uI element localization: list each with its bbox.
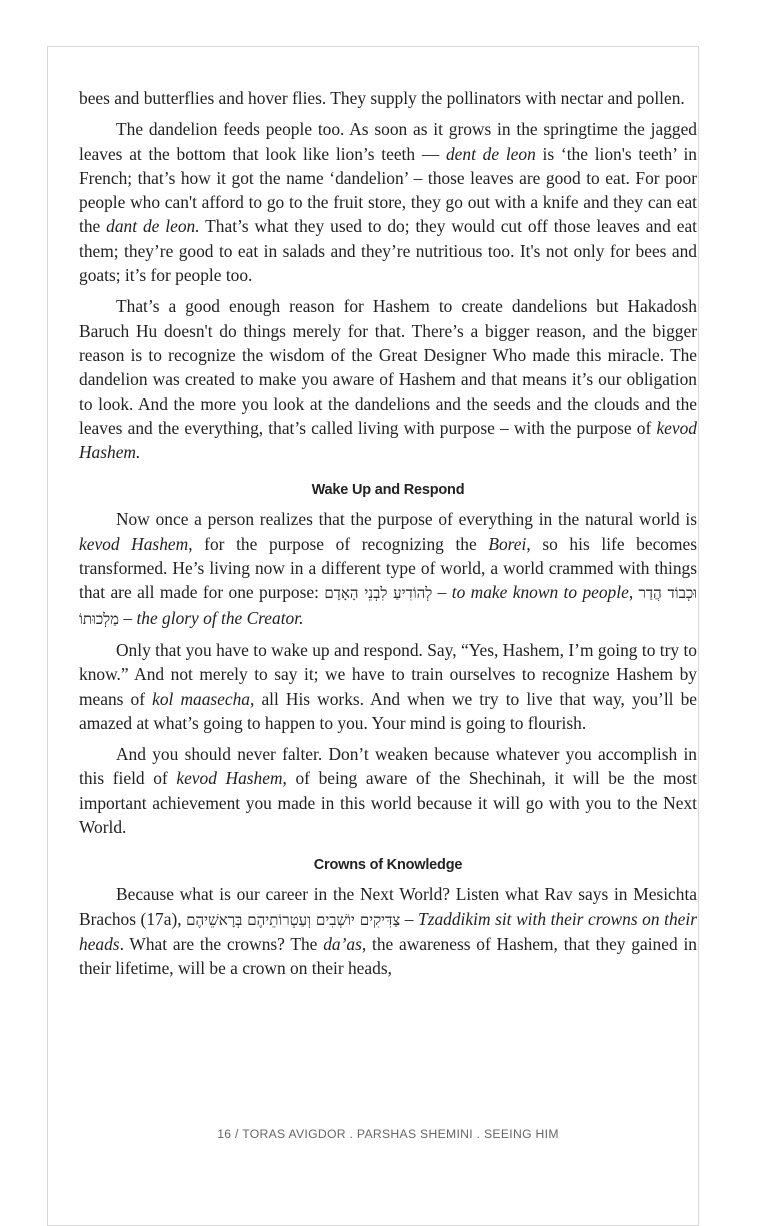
italic-term: da’as (323, 933, 362, 954)
hebrew-quote: לְהוֹדִיעַ לִבְנֵי הָאָדָם (324, 584, 433, 603)
paragraph-text: And you should never falter. Don’t weaken because whatever you accomplish in this field of (79, 744, 697, 789)
paragraph-text: , (628, 582, 639, 603)
paragraph-1 (79, 86, 697, 110)
paragraph-text: , the awareness of Hashem, that they gained in their lifetime, will be a crown on their heads, (79, 933, 697, 979)
paragraph-text: That’s what they used to do; they would cut off those leaves and eat them; they’re good to eat in salads and they’re nutritious too. It's not only for bees and goats; it’s for people too. (79, 216, 697, 286)
paragraph-text: , all His works. And when we try to live that way, you’ll be amazed at what’s going to happen to you. Your mind is going to flourish. (79, 688, 697, 733)
paragraph-text: That’s a good enough reason for Hashem to create dandelions but Hakadosh Baruch Hu doesn't do things merely for that. There’s a bigger reason, and the bigger reason is to recognize the wisdom of the Great Designer Who made this miracle. The dandelion was created to make you aware of Hashem and that means it’s our obligation to look. And the more you look at the dandelions and the seeds and the clouds and the leaves and the everything, that’s called living with purpose – with the purpose of (79, 296, 697, 438)
italic-term: kol maasecha (152, 688, 250, 709)
paragraph-2 (79, 117, 697, 287)
paragraph-text: – (119, 607, 137, 628)
italic-term: to make known to people (451, 582, 629, 603)
section-heading-wake-up: Wake Up and Respond (311, 482, 465, 499)
hebrew-quote: וּכְבוֹד הֲדַר מַלְכוּתוֹ (79, 584, 698, 628)
paragraph-text: Only that you have to wake up and respond. Say, “Yes, Hashem, I’m going to try to know.” And not merely to say it; we have to train ourselves to recognize Hashem by means of (79, 639, 697, 709)
italic-term: dent de leon (445, 143, 536, 164)
paragraph-text: , of being aware of the Shechinah, it will be the most important achievement you made in this world because it will go with you to the Next World. (79, 768, 698, 838)
paragraph-4 (79, 507, 697, 630)
paragraph-7 (79, 882, 697, 980)
paragraph-text: is ‘the lion's teeth’ in French; that’s how it got the name ‘dandelion’ – those leaves are good to eat. For poor people who can't afford to go to the fruit store, they go out with a knife and they can eat the (79, 143, 697, 237)
paragraph-5 (79, 638, 697, 735)
section-heading-crowns: Crowns of Knowledge (313, 857, 463, 874)
italic-term: Tzaddikim sit with their crowns on their heads (79, 908, 697, 954)
paragraph-6 (79, 742, 697, 839)
paragraph-text: , for the purpose of recognizing the (188, 533, 489, 554)
italic-term: kevod Hashem (79, 533, 189, 554)
paragraph-text: The dandelion feeds people too. As soon as it grows in the springtime the jagged leaves at the bottom that look like lion’s teeth — (79, 119, 697, 164)
paragraph-3 (79, 294, 697, 464)
paragraph-text: – (432, 582, 452, 603)
page-footer: 16 / TORAS AVIGDOR . PARSHAS SHEMINI . SEEING HIM (217, 1127, 559, 1141)
hebrew-quote: צַדִּיקִים יוֹשְׁבִים וְעַטְרוֹתֵיהֶם בְּרָאשֵׁיהֶם (186, 910, 401, 929)
italic-term: dant de leon. (106, 216, 200, 237)
italic-term: the glory of the Creator. (136, 607, 304, 628)
paragraph-text: – (400, 908, 419, 929)
paragraph-text: Because what is our career in the Next World? Listen what Rav says in Mesichta Brachos (17a), (79, 884, 697, 929)
paragraph-text: , so his life becomes transformed. He’s living now in a different type of world, a world crammed with things that are all made for one purpose: (79, 533, 698, 603)
paragraph-text: bees and butterflies and hover flies. They supply the pollinators with nectar and pollen. (79, 88, 685, 108)
page-content (79, 86, 697, 988)
italic-term: kevod Hashem. (79, 417, 697, 463)
paragraph-text: Now once a person realizes that the purpose of everything in the natural world is (116, 509, 697, 530)
italic-term: kevod Hashem (176, 768, 283, 789)
italic-term: Borei (488, 533, 527, 554)
paragraph-text: . What are the crowns? The (119, 933, 324, 954)
